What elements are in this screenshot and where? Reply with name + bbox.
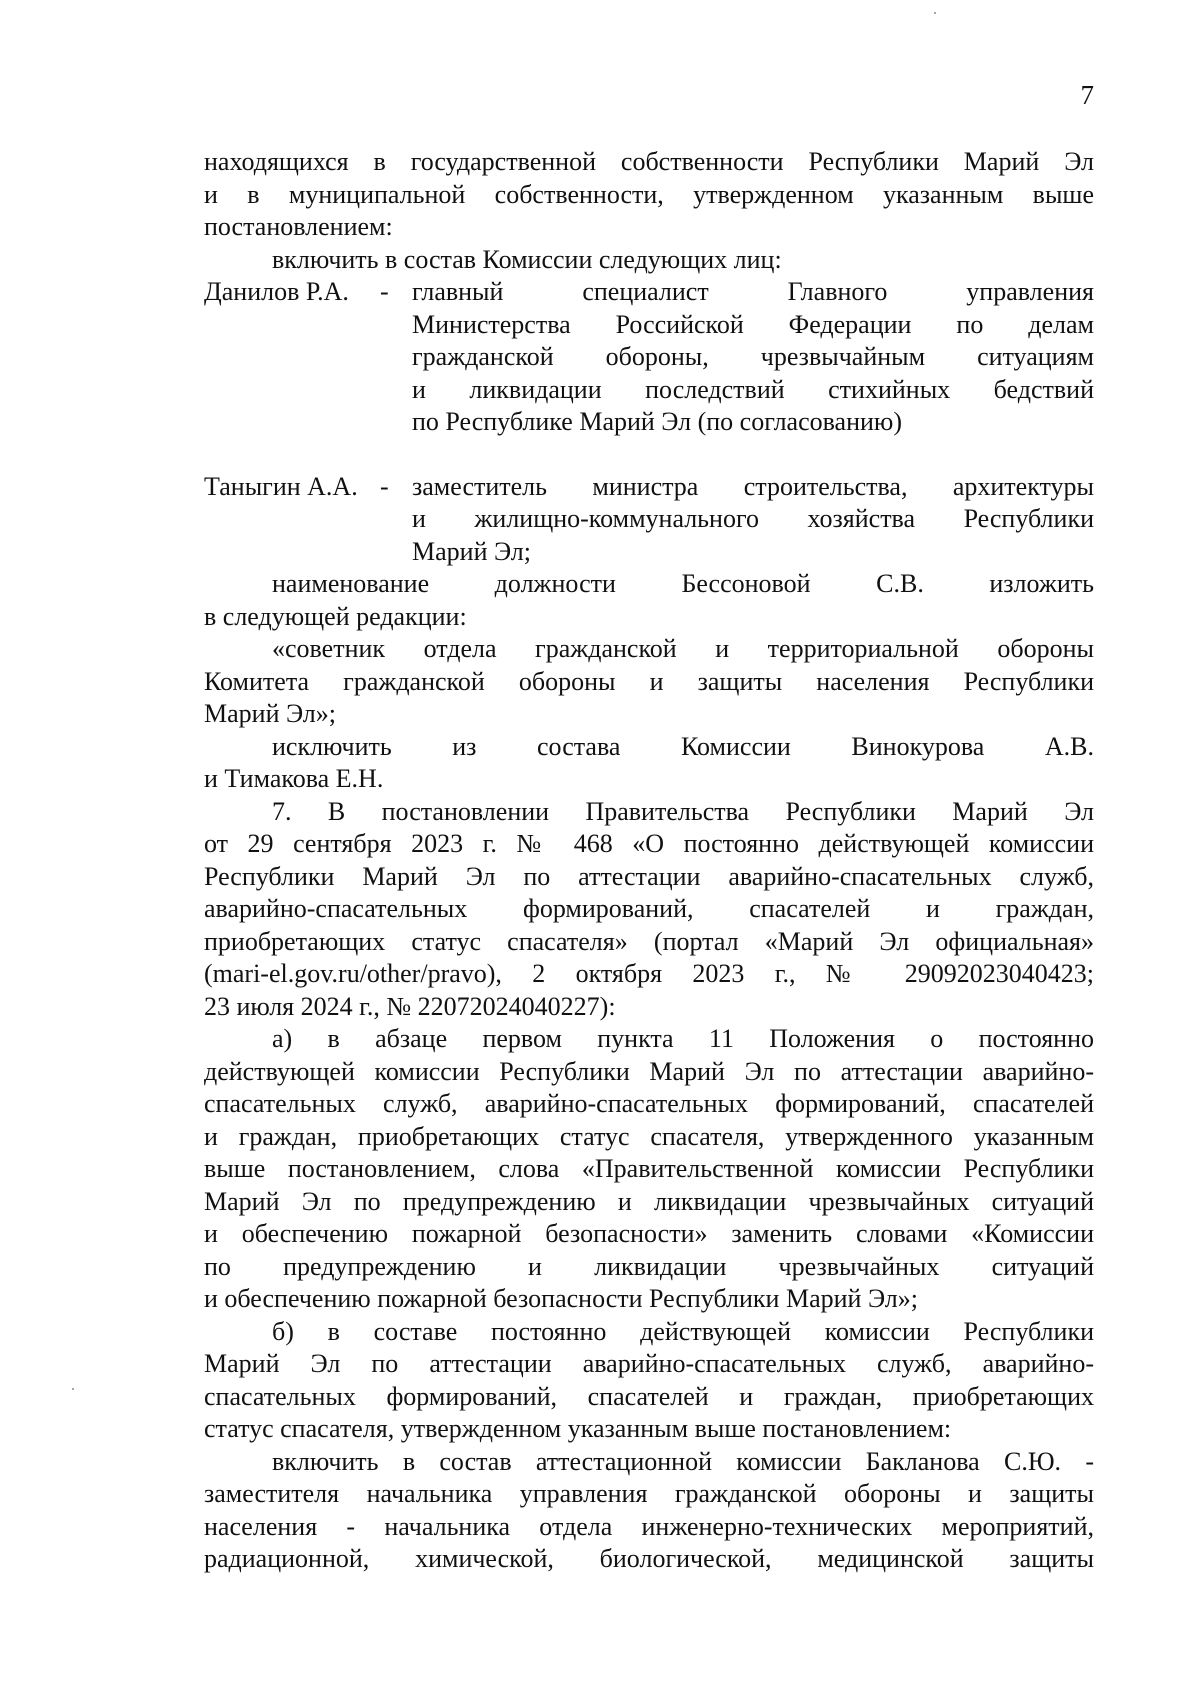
text-line: и Тимакова Е.Н.	[204, 764, 384, 793]
member-entry	[204, 276, 1094, 439]
text-line: спасательных формирований, спасателей и граждан, приобретающих	[204, 1381, 1094, 1411]
item-7-paragraph	[204, 796, 1094, 1024]
member-name: Таныгин А.А.	[204, 471, 358, 501]
text-line: гражданской обороны, чрезвычайным ситуациям	[412, 342, 1094, 371]
text-line: Комитета гражданской обороны и защиты населения Республики	[204, 666, 1094, 696]
member-entry	[204, 471, 1094, 569]
text-line: Марий Эл по предупреждению и ликвидации чрезвычайных ситуаций	[204, 1186, 1094, 1216]
text-line: радиационной, химической, биологической, медицинской защиты	[204, 1544, 1094, 1573]
text-line: спасательных служб, аварийно-спасательных формирований, спасателей	[204, 1089, 1094, 1118]
text-line: приобретающих статус спасателя» (портал «Марий Эл официальная»	[204, 926, 1094, 956]
member-position	[412, 471, 1094, 569]
scan-speck	[72, 1388, 74, 1390]
item-b-paragraph	[204, 1316, 1094, 1446]
member-dash: -	[380, 471, 389, 501]
item-a-paragraph	[204, 1023, 1094, 1316]
text-line: наименование должности Бессоновой С.В. изложить	[272, 569, 1094, 598]
text-line: (mari-el.gov.ru/other/pravo), 2 октября 2023 г., № 29092023040423;	[204, 959, 1094, 988]
text-line: б) в составе постоянно действующей комиссии Республики	[272, 1316, 1094, 1346]
text-line: 7. В постановлении Правительства Республики Марий Эл	[272, 796, 1094, 826]
text-line: Министерства Российской Федерации по делам	[412, 309, 1094, 339]
text-line: и ликвидации последствий стихийных бедствий	[412, 374, 1094, 404]
text-line: и граждан, приобретающих статус спасателя, утвержденного указанным	[204, 1121, 1094, 1151]
page-number: 7	[1080, 80, 1094, 110]
text-line: Марий Эл;	[412, 536, 532, 566]
member-name: Данилов Р.А.	[204, 277, 349, 306]
text-line: включить в состав аттестационной комиссии Бакланова С.Ю. -	[272, 1446, 1094, 1476]
include-paragraph: включить в состав Комиссии следующих лиц:	[272, 244, 782, 274]
text-line: заместителя начальника управления гражданской обороны и защиты	[204, 1479, 1094, 1508]
text-line: заместитель министра строительства, архитектуры	[412, 471, 1094, 501]
text-line: Республики Марий Эл по аттестации аварийно-спасательных служб,	[204, 861, 1094, 891]
text-line: по Республике Марий Эл (по согласованию)	[412, 407, 903, 436]
exclude-paragraph	[204, 731, 1094, 796]
text-line: выше постановлением, слова «Правительственной комиссии Республики	[204, 1154, 1094, 1183]
text-line: находящихся в государственной собственности Республики Марий Эл	[204, 147, 1094, 176]
include-second-paragraph	[204, 1446, 1094, 1576]
text-line: «советник отдела гражданской и территориальной обороны	[272, 634, 1094, 663]
text-line: главный специалист Главного управления	[412, 277, 1094, 306]
scan-speck	[934, 12, 936, 14]
text-line: по предупреждению и ликвидации чрезвычайных ситуаций	[204, 1251, 1094, 1281]
text-line: исключить из состава Комиссии Винокурова А.В.	[272, 731, 1094, 761]
text-line: и обеспечению пожарной безопасности» заменить словами «Комиссии	[204, 1219, 1094, 1248]
text-line: 23 июля 2024 г., № 22072024040227):	[204, 991, 616, 1021]
text-line: и жилищно-коммунального хозяйства Республики	[412, 504, 1094, 533]
intro-paragraph	[204, 146, 1094, 244]
text-line: действующей комиссии Республики Марий Эл по аттестации аварийно-	[204, 1056, 1094, 1086]
document-body	[204, 146, 1094, 1576]
text-line: а) в абзаце первом пункта 11 Положения о постоянно	[272, 1024, 1094, 1053]
text-line: постановлением:	[204, 212, 393, 241]
text-line: Марий Эл по аттестации аварийно-спасательных служб, аварийно-	[204, 1349, 1094, 1378]
text-line: населения - начальника отдела инженерно-технических мероприятий,	[204, 1511, 1094, 1541]
text-line: аварийно-спасательных формирований, спасателей и граждан,	[204, 894, 1094, 923]
text-line: статус спасателя, утвержденном указанным выше постановлением:	[204, 1414, 952, 1443]
spacer	[204, 439, 1094, 471]
member-dash: -	[380, 277, 389, 306]
text-line: от 29 сентября 2023 г. № 468 «О постоянно действующей комиссии	[204, 829, 1094, 858]
member-position	[412, 276, 1094, 439]
text-line: и в муниципальной собственности, утвержденном указанным выше	[204, 179, 1094, 209]
text-line: и обеспечению пожарной безопасности Республики Марий Эл»;	[204, 1284, 918, 1313]
text-line: в следующей редакции:	[204, 601, 467, 631]
rename-paragraph	[204, 568, 1094, 633]
text-line: Марий Эл»;	[204, 699, 337, 728]
quote-paragraph	[204, 633, 1094, 731]
